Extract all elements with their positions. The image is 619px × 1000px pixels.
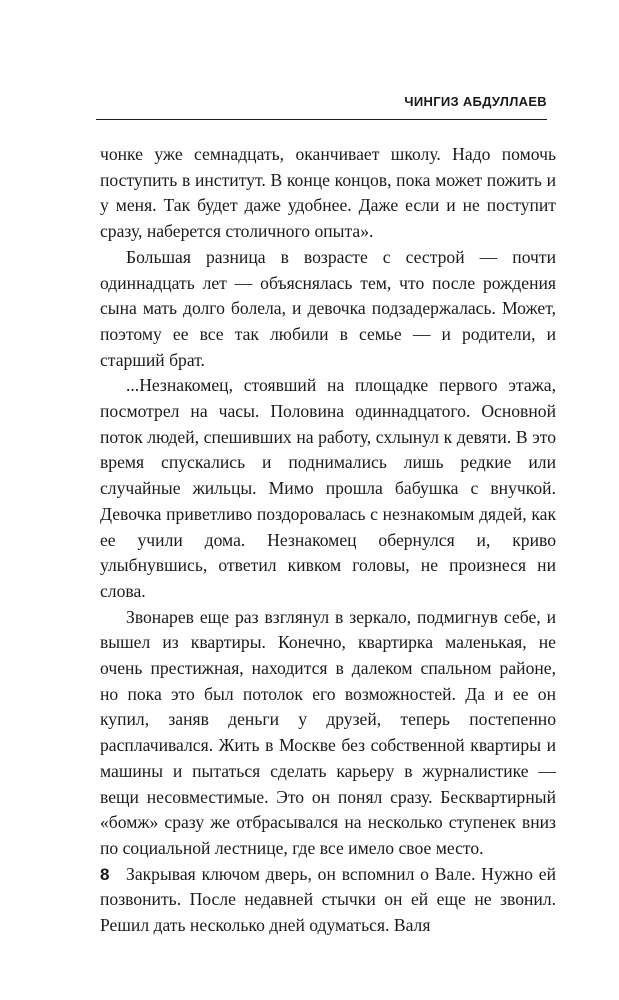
paragraph-4: Звонарев еще раз взглянул в зеркало, подмигнув себе, и вышел из квартиры. Конечно, квартирка маленькая, не очень престижная, находится в далеком спальном районе, но пока это был потолок его возможностей. Да и ее он купил, заняв деньги у друзей, теперь постепенно расплачивался. Жить в Москве без собственной квартиры и машины и пытаться сделать карьеру в журналистике — вещи несовместимые. Это он понял сразу. Бесквартирный «бомж» сразу же отбрасывался на несколько ступенек вниз по социальной лестнице, где все имело свое место.	[100, 606, 556, 858]
running-head	[96, 90, 547, 120]
page-number: 8	[100, 865, 110, 884]
paragraph-5: Закрывая ключом дверь, он вспомнил о Вале. Нужно ей позвонить. После недавней стычки он ей еще не звонил. Решил дать несколько дней одуматься. Валя	[100, 863, 556, 936]
running-head-author: ЧИНГИЗ АБДУЛЛАЕВ	[404, 94, 547, 109]
paragraph-3: ...Незнакомец, стоявший на площадке первого этажа, посмотрел на часы. Половина одиннадцатого. Основной поток людей, спешивших на работу, схлынул к девяти. В это время спускались и поднимались лишь редкие или случайные жильцы. Мимо прошла бабушка с внучкой. Девочка приветливо поздоровалась с незнакомым дядей, как ее учили дома. Незнакомец обернулся и, криво улыбнувшись, ответил кивком головы, не произнеся ни слова.	[100, 375, 556, 601]
paragraph-1: чонке уже семнадцать, оканчивает школу. Надо помочь поступить в институт. В конце концов, пока может пожить и у меня. Так будет даже удобнее. Даже если и не поступит сразу, наберется столичного опыта».	[100, 144, 556, 242]
paragraph-2: Большая разница в возрасте с сестрой — почти одиннадцать лет — объяснялась тем, что после рождения сына мать долго болела, и девочка подзадержалась. Может, поэтому ее все так любили в семье — и родители, и старший брат.	[100, 246, 556, 370]
body-text	[100, 142, 556, 939]
